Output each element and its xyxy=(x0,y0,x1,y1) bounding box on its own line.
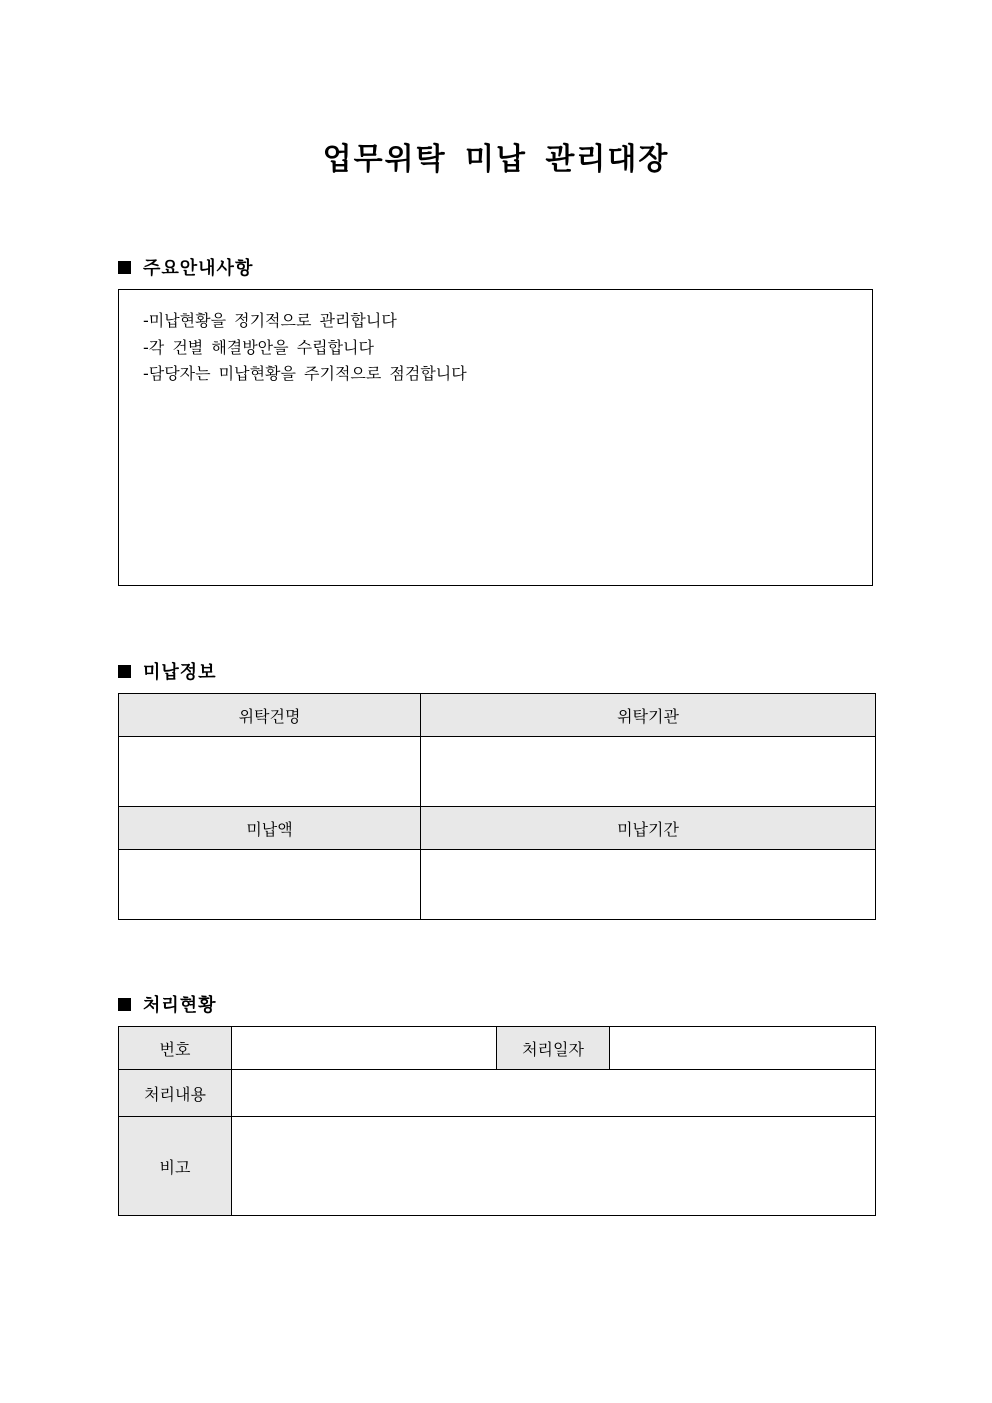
processing-table xyxy=(118,1026,876,1216)
unpaid-info-table xyxy=(118,693,876,920)
contract-name-cell[interactable] xyxy=(119,737,421,807)
amount-cell[interactable] xyxy=(119,850,421,920)
unpaid-info-section-heading xyxy=(118,658,217,684)
processing-section-heading xyxy=(118,991,217,1017)
amount-header: 미납액 xyxy=(119,807,421,850)
notice-line: -미납현황을 정기적으로 관리합니다 xyxy=(143,311,397,330)
notice-heading-label: 주요안내사항 xyxy=(143,258,254,279)
content-cell[interactable] xyxy=(232,1070,876,1117)
square-bullet-icon xyxy=(118,665,131,678)
processing-heading-label: 처리현황 xyxy=(143,995,217,1016)
period-cell[interactable] xyxy=(421,850,876,920)
contract-name-header: 위탁건명 xyxy=(119,694,421,737)
number-cell[interactable] xyxy=(232,1027,497,1070)
date-cell[interactable] xyxy=(610,1027,876,1070)
unpaid-info-heading-label: 미납정보 xyxy=(143,662,217,683)
agency-header: 위탁기관 xyxy=(421,694,876,737)
number-header: 번호 xyxy=(119,1027,232,1070)
notice-line: -담당자는 미납현황을 주기적으로 점검합니다 xyxy=(143,364,467,383)
content-header: 처리내용 xyxy=(119,1070,232,1117)
notice-line: -각 건별 해결방안을 수립합니다 xyxy=(143,337,374,357)
square-bullet-icon xyxy=(118,998,131,1011)
remarks-header: 비고 xyxy=(119,1117,232,1216)
agency-cell[interactable] xyxy=(421,737,876,807)
remarks-cell[interactable] xyxy=(232,1117,876,1216)
notice-box xyxy=(118,289,873,586)
date-header: 처리일자 xyxy=(497,1027,610,1070)
notice-section-heading xyxy=(118,254,253,280)
document-title: 업무위탁 미납 관리대장 xyxy=(322,142,670,177)
period-header: 미납기간 xyxy=(421,807,876,850)
square-bullet-icon xyxy=(118,261,131,274)
